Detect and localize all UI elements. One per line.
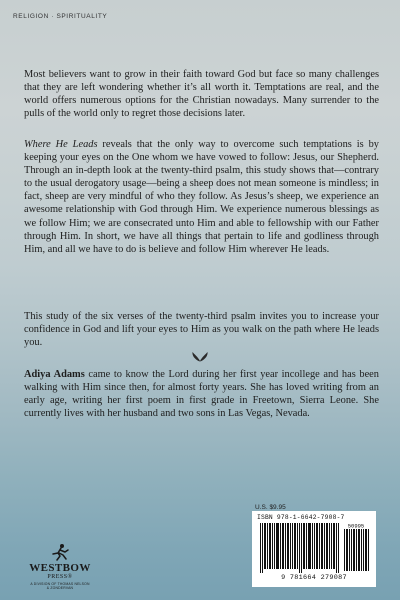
price-label: U.S. $9.95	[255, 504, 286, 511]
book-title: Where He Leads	[24, 139, 98, 150]
paragraph-text	[24, 368, 379, 420]
publisher-name: WESTBOW	[29, 562, 91, 574]
paragraph-text	[24, 138, 379, 256]
description-paragraph-3	[24, 310, 379, 349]
barcode-icon	[256, 523, 372, 575]
paragraph-text: This study of the six verses of the twenty-third psalm invites you to increase your confidence in God and lift your eyes to Him as you walk on the path where He leads you.	[24, 311, 379, 349]
paragraph-text: Most believers want to grow in their faith toward God but face so many challenges that they are left wondering whether it’s all worth it. Temptations are real, and the world offers numerous options for the Christian nowadays. Many surrender to the pulls of the world only to regret those decisions later.	[24, 69, 379, 120]
division-line-1: A DIVISION OF THOMAS NELSON	[30, 582, 90, 586]
author-bio-text: came to know the Lord during her first year incollege and has been walking with Him since then, for almost forty years. She has loved writing from an early age, writing her first poem in first grade in Freetown, Sierra Leone. She currently lives with her husband and two sons in Las Vegas, Nevada.	[24, 369, 379, 420]
addon-code: 50995	[347, 523, 365, 530]
running-figure-icon	[50, 543, 70, 561]
author-name: Adiya Adams	[24, 369, 85, 380]
publisher-logo	[20, 543, 100, 593]
paragraph-body: reveals that the only way to overcome such temptations is by keeping your eyes on the One whom we have vowed to follow: Jesus, our Shepherd. Through an in-depth look at the twenty-third psalm, this study shows that—contrary to the usual derogatory usage—being a sheep does not mean someone is mindless; in fact, sheep are very mindful of who they follow. As Jesus’s sheep, we experience an awesome relationship with God through Him. We experience numerous blessings as we follow Him; we are consecrated unto Him and able to fellowship with our Father through Him. In short, we have all things that pertain to life and godliness through Him, and all we have to do is believe and follow Him wherever He leads.	[24, 139, 379, 255]
publisher-division	[20, 582, 100, 590]
barcode-number: 9 781664 279087	[281, 574, 347, 582]
isbn-text: ISBN 978-1-6642-7908-7	[257, 514, 345, 521]
description-paragraph-1	[24, 68, 379, 120]
category-label: RELIGION · SPIRITUALITY	[13, 13, 108, 20]
publisher-press: PRESS®	[47, 574, 73, 580]
butterfly-ornament-icon	[192, 351, 208, 363]
description-paragraph-2	[24, 138, 379, 256]
division-line-2: & ZONDERVAN	[46, 586, 74, 590]
author-bio	[24, 368, 379, 420]
barcode-panel	[252, 511, 376, 587]
